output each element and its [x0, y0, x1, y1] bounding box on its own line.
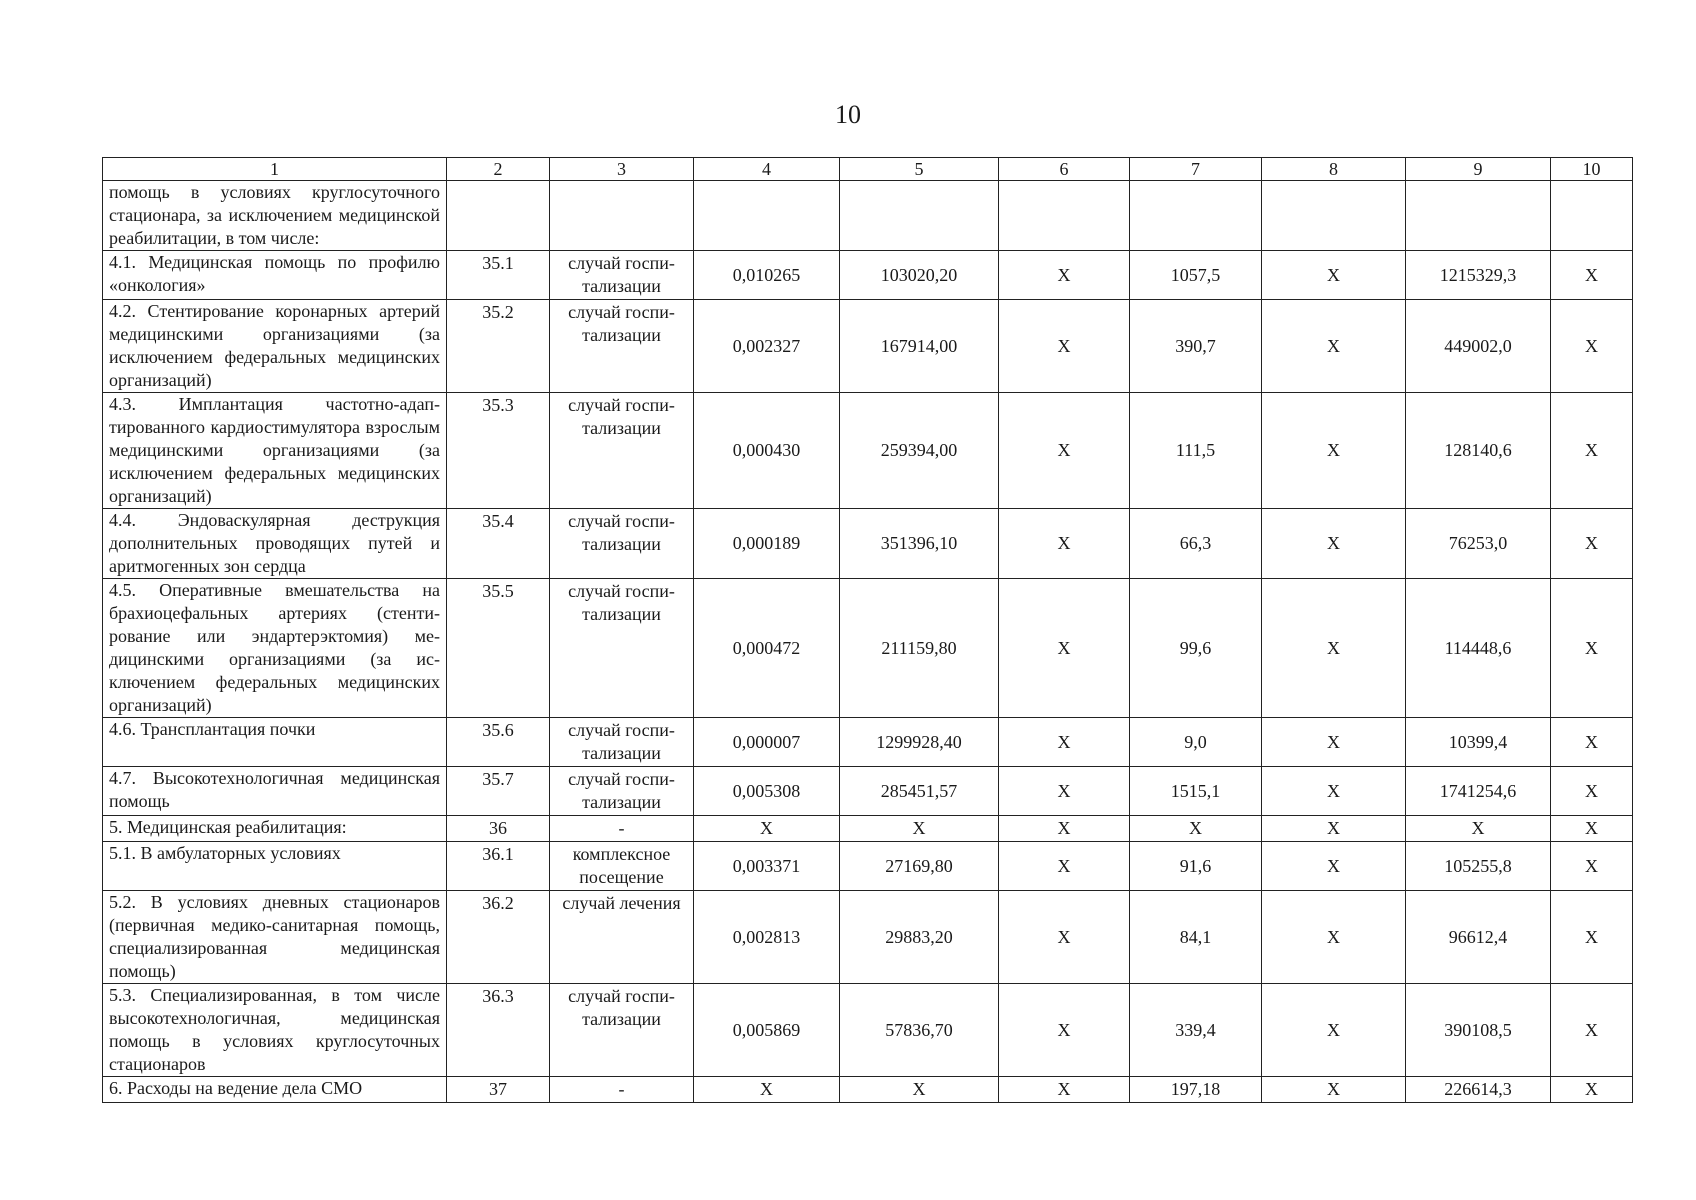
row-value-cell: X	[1262, 251, 1406, 300]
row-value-cell: 128140,6	[1406, 393, 1551, 509]
row-value-cell: X	[694, 816, 840, 842]
row-value-cell: 114448,6	[1406, 579, 1551, 718]
row-name-cell: 4.1. Медицинская помощь по профилю «онкология»	[103, 251, 447, 300]
row-name-cell: 5.3. Специализированная, в том числе высокотехнологичная, медицинская помощь в условиях круглосуточных стационаров	[103, 984, 447, 1077]
page-number: 10	[835, 100, 861, 129]
row-code-cell: 36.3	[447, 984, 550, 1077]
row-value-cell: 105255,8	[1406, 842, 1551, 891]
row-code-cell: 36.1	[447, 842, 550, 891]
row-value-cell: 226614,3	[1406, 1077, 1551, 1103]
row-unit-cell: случай госпитализации	[550, 393, 694, 509]
row-value-cell: 339,4	[1130, 984, 1262, 1077]
column-header: 9	[1406, 158, 1551, 181]
row-value-cell: X	[840, 1077, 999, 1103]
row-code-cell: 35.7	[447, 767, 550, 816]
row-value-cell: X	[1551, 300, 1633, 393]
row-code-cell: 35.5	[447, 579, 550, 718]
column-header: 1	[103, 158, 447, 181]
column-header: 10	[1551, 158, 1633, 181]
row-value-cell	[694, 181, 840, 251]
table-row	[103, 251, 1633, 300]
table-row	[103, 1077, 1633, 1103]
row-value-cell: 57836,70	[840, 984, 999, 1077]
row-value-cell: 29883,20	[840, 891, 999, 984]
row-name-cell: 4.3. Имплантация частотно-адаптированного кардиостимулятора взрослым медицинскими организациями (за исключением федеральных медицинских организаций)	[103, 393, 447, 509]
row-code-cell	[447, 181, 550, 251]
row-value-cell: X	[999, 984, 1130, 1077]
row-value-cell	[1262, 181, 1406, 251]
row-code-cell: 35.1	[447, 251, 550, 300]
table-row	[103, 181, 1633, 251]
data-table	[102, 157, 1633, 1103]
row-value-cell: X	[999, 1077, 1130, 1103]
row-unit-cell: случай госпитализации	[550, 300, 694, 393]
row-value-cell: 390108,5	[1406, 984, 1551, 1077]
row-value-cell: X	[1262, 984, 1406, 1077]
row-value-cell: X	[1551, 718, 1633, 767]
row-value-cell: X	[1262, 891, 1406, 984]
row-value-cell: 0,000430	[694, 393, 840, 509]
row-value-cell: 103020,20	[840, 251, 999, 300]
row-value-cell: 259394,00	[840, 393, 999, 509]
row-value-cell: 91,6	[1130, 842, 1262, 891]
row-value-cell: X	[840, 816, 999, 842]
row-value-cell: 0,000189	[694, 509, 840, 579]
row-value-cell: 1057,5	[1130, 251, 1262, 300]
row-value-cell: X	[1262, 1077, 1406, 1103]
row-value-cell	[1551, 181, 1633, 251]
column-header: 3	[550, 158, 694, 181]
row-value-cell	[999, 181, 1130, 251]
row-value-cell: 27169,80	[840, 842, 999, 891]
row-value-cell: X	[999, 251, 1130, 300]
row-value-cell: X	[999, 579, 1130, 718]
row-value-cell: X	[1262, 718, 1406, 767]
row-unit-cell: случай лечения	[550, 891, 694, 984]
row-value-cell: 0,003371	[694, 842, 840, 891]
table-row	[103, 393, 1633, 509]
row-name-cell: 4.2. Стентирование коронарных артерий медицинскими организациями (за исключением федеральных медицинских организаций)	[103, 300, 447, 393]
table-row	[103, 718, 1633, 767]
row-unit-cell: -	[550, 816, 694, 842]
row-code-cell: 35.4	[447, 509, 550, 579]
row-value-cell: X	[1262, 579, 1406, 718]
table-header-row	[103, 158, 1633, 181]
row-name-cell: 6. Расходы на ведение дела СМО	[103, 1077, 447, 1103]
row-value-cell: 76253,0	[1406, 509, 1551, 579]
column-header: 4	[694, 158, 840, 181]
row-value-cell: 111,5	[1130, 393, 1262, 509]
row-value-cell: 390,7	[1130, 300, 1262, 393]
row-value-cell: 96612,4	[1406, 891, 1551, 984]
row-name-cell: помощь в условиях круглосуточного стационара, за исключением медицинской реабилитации, в том числе:	[103, 181, 447, 251]
row-value-cell: X	[1262, 509, 1406, 579]
row-value-cell: X	[1551, 816, 1633, 842]
row-value-cell: X	[1551, 842, 1633, 891]
table-row	[103, 816, 1633, 842]
row-value-cell: X	[999, 509, 1130, 579]
row-unit-cell	[550, 181, 694, 251]
table-row	[103, 891, 1633, 984]
row-value-cell: 99,6	[1130, 579, 1262, 718]
row-value-cell: X	[1551, 509, 1633, 579]
table-row	[103, 509, 1633, 579]
row-value-cell: X	[999, 891, 1130, 984]
row-unit-cell: случай госпитализации	[550, 718, 694, 767]
row-value-cell: 0,002327	[694, 300, 840, 393]
row-value-cell: 66,3	[1130, 509, 1262, 579]
row-unit-cell: случай госпитализации	[550, 579, 694, 718]
row-value-cell: X	[999, 816, 1130, 842]
row-value-cell: X	[999, 718, 1130, 767]
row-value-cell: 197,18	[1130, 1077, 1262, 1103]
row-value-cell: 1299928,40	[840, 718, 999, 767]
row-value-cell: 1741254,6	[1406, 767, 1551, 816]
table-row	[103, 300, 1633, 393]
row-code-cell: 36	[447, 816, 550, 842]
row-value-cell: X	[999, 767, 1130, 816]
row-value-cell: 9,0	[1130, 718, 1262, 767]
row-value-cell	[1406, 181, 1551, 251]
row-unit-cell: случай госпитализации	[550, 767, 694, 816]
column-header: 2	[447, 158, 550, 181]
row-code-cell: 37	[447, 1077, 550, 1103]
row-value-cell: X	[1262, 393, 1406, 509]
row-value-cell: 0,005869	[694, 984, 840, 1077]
row-value-cell: X	[1406, 816, 1551, 842]
row-value-cell: X	[1262, 842, 1406, 891]
row-value-cell: X	[1551, 1077, 1633, 1103]
column-header: 7	[1130, 158, 1262, 181]
row-name-cell: 4.4. Эндоваскулярная деструкция дополнительных проводящих путей и аритмогенных зон сердца	[103, 509, 447, 579]
row-unit-cell: -	[550, 1077, 694, 1103]
row-value-cell: 167914,00	[840, 300, 999, 393]
row-value-cell	[840, 181, 999, 251]
row-name-cell: 4.5. Оперативные вмешательства на брахиоцефальных артериях (стентирование или эндартерэктомия) медицинскими организациями (за исключением федеральных медицинских организаций)	[103, 579, 447, 718]
row-name-cell: 5.2. В условиях дневных стационаров (первичная медико-санитарная помощь, специализированная медицинская помощь)	[103, 891, 447, 984]
row-value-cell: 0,000472	[694, 579, 840, 718]
row-code-cell: 35.2	[447, 300, 550, 393]
row-unit-cell: комплексное посещение	[550, 842, 694, 891]
row-value-cell: X	[1551, 767, 1633, 816]
row-value-cell: X	[1551, 891, 1633, 984]
row-name-cell: 4.7. Высокотехнологичная медицинская помощь	[103, 767, 447, 816]
row-value-cell	[1130, 181, 1262, 251]
row-value-cell: X	[999, 842, 1130, 891]
row-value-cell: X	[1551, 984, 1633, 1077]
row-value-cell: X	[1262, 767, 1406, 816]
row-value-cell: X	[1262, 816, 1406, 842]
row-value-cell: 0,005308	[694, 767, 840, 816]
row-value-cell: 1215329,3	[1406, 251, 1551, 300]
column-header: 5	[840, 158, 999, 181]
row-value-cell: 0,010265	[694, 251, 840, 300]
row-value-cell: 84,1	[1130, 891, 1262, 984]
table-row	[103, 579, 1633, 718]
row-value-cell: X	[694, 1077, 840, 1103]
row-value-cell: 351396,10	[840, 509, 999, 579]
table-row	[103, 842, 1633, 891]
row-value-cell: X	[999, 300, 1130, 393]
row-value-cell: 211159,80	[840, 579, 999, 718]
row-name-cell: 4.6. Трансплантация почки	[103, 718, 447, 767]
row-value-cell: X	[1551, 393, 1633, 509]
row-value-cell: 0,000007	[694, 718, 840, 767]
row-value-cell: X	[999, 393, 1130, 509]
row-value-cell: X	[1262, 300, 1406, 393]
row-value-cell: 285451,57	[840, 767, 999, 816]
column-header: 8	[1262, 158, 1406, 181]
row-code-cell: 35.6	[447, 718, 550, 767]
row-code-cell: 35.3	[447, 393, 550, 509]
row-value-cell: X	[1130, 816, 1262, 842]
row-name-cell: 5. Медицинская реабилитация:	[103, 816, 447, 842]
row-value-cell: X	[1551, 251, 1633, 300]
table-row	[103, 984, 1633, 1077]
column-header: 6	[999, 158, 1130, 181]
row-value-cell: 449002,0	[1406, 300, 1551, 393]
table-row	[103, 767, 1633, 816]
row-unit-cell: случай госпитализации	[550, 509, 694, 579]
row-unit-cell: случай госпитализации	[550, 984, 694, 1077]
row-value-cell: 10399,4	[1406, 718, 1551, 767]
row-unit-cell: случай госпитализации	[550, 251, 694, 300]
row-value-cell: 1515,1	[1130, 767, 1262, 816]
row-code-cell: 36.2	[447, 891, 550, 984]
row-value-cell: X	[1551, 579, 1633, 718]
row-name-cell: 5.1. В амбулаторных условиях	[103, 842, 447, 891]
row-value-cell: 0,002813	[694, 891, 840, 984]
